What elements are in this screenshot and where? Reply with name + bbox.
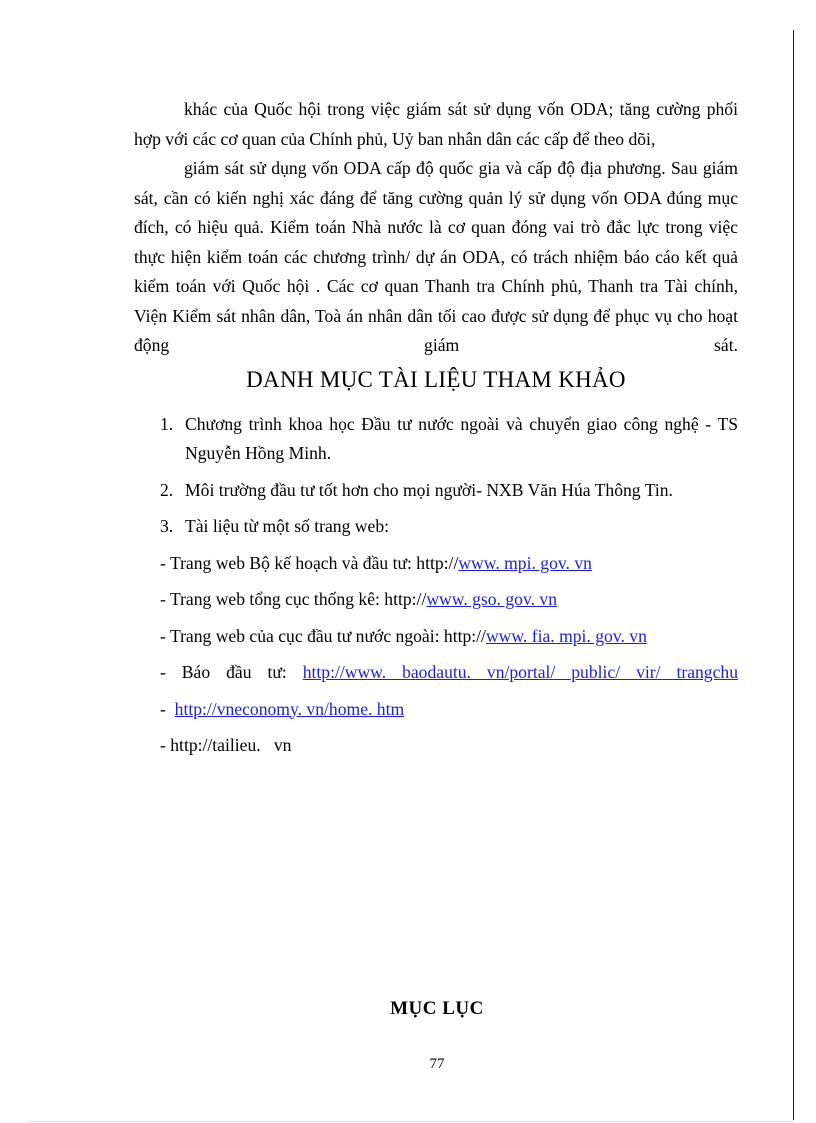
references-heading: DANH MỤC TÀI LIỆU THAM KHẢO — [246, 366, 626, 392]
baodautu-link[interactable]: http://www. baodautu. vn/portal/ public/ vir/ trangchu — [302, 662, 738, 682]
reference-item — [134, 476, 738, 506]
reference-text: Môi trường đầu tư tốt hơn cho mọi người- NXB Văn Húa Thông Tin. — [185, 479, 673, 500]
reference-text: Chương trình khoa học Đầu tư nước ngoài và chuyển giao công nghệ - TS Nguyễn Hồng Minh. — [185, 413, 738, 463]
body-paragraph-2: giám sát sử dụng vốn ODA cấp độ quốc gia và cấp độ địa phương. Sau giám sát, cần có kiến nghị xác đáng để tăng cường quản lý sử dụng vốn ODA đúng mục đích, có hiệu quả. Kiểm toán Nhà nước là cơ quan đóng vai trò đắc lực trong việc thực hiện kiểm toán các chương trình/ dự án ODA, có trách nhiệm báo cáo kết quả kiểm toán với Quốc hội . Các cơ quan Thanh tra Chính phủ, Thanh tra Tài chính, Viện Kiểm sát nhân dân, Toà án nhân dân tối cao được sử dụng để phục vụ cho hoạt động giám sát. — [134, 158, 738, 355]
reference-item — [134, 410, 738, 469]
body-paragraph-1: khác của Quốc hội trong việc giám sát sử dụng vốn ODA; tăng cường phối hợp với các cơ quan của Chính phủ, Uỷ ban nhân dân các cấp để theo dõi, — [134, 99, 738, 149]
web-reference-fia — [160, 622, 738, 652]
reference-number: 2. — [160, 479, 174, 500]
web-reference-prefix: - Trang web của cục đầu tư nước ngoài: http:// — [160, 625, 486, 646]
web-reference-mpi — [160, 549, 738, 579]
web-reference-vneconomy — [160, 695, 738, 725]
web-reference-prefix: - Trang web tổng cục thống kê: http:// — [160, 589, 427, 609]
web-reference-prefix: - Trang web Bộ kế hoạch và đầu tư: http:// — [160, 552, 459, 573]
reference-text: Tài liệu từ một số trang web: — [185, 516, 390, 536]
page-bottom-rule — [28, 1121, 793, 1122]
web-reference-prefix: - — [160, 698, 166, 719]
gso-link[interactable]: www. gso. gov. vn — [426, 589, 557, 609]
web-reference-baodautu — [160, 658, 738, 688]
fia-link[interactable]: www. fia. mpi. gov. vn — [485, 625, 647, 646]
document-body — [134, 95, 738, 768]
mpi-link[interactable]: www. mpi. gov. vn — [458, 552, 592, 573]
vneconomy-link[interactable]: http://vneconomy. vn/home. htm — [174, 698, 405, 719]
web-reference-tailieu: - http://tailieu. vn — [160, 735, 292, 755]
reference-number: 3. — [160, 516, 174, 536]
toc-title: MỤC LỤC — [390, 998, 484, 1019]
web-reference-prefix: - Báo đầu tư: — [160, 662, 287, 682]
web-reference-gso — [160, 585, 738, 615]
reference-number: 1. — [160, 413, 174, 434]
page-number: 77 — [429, 1056, 445, 1072]
references-list — [134, 410, 738, 542]
reference-item — [134, 512, 738, 542]
